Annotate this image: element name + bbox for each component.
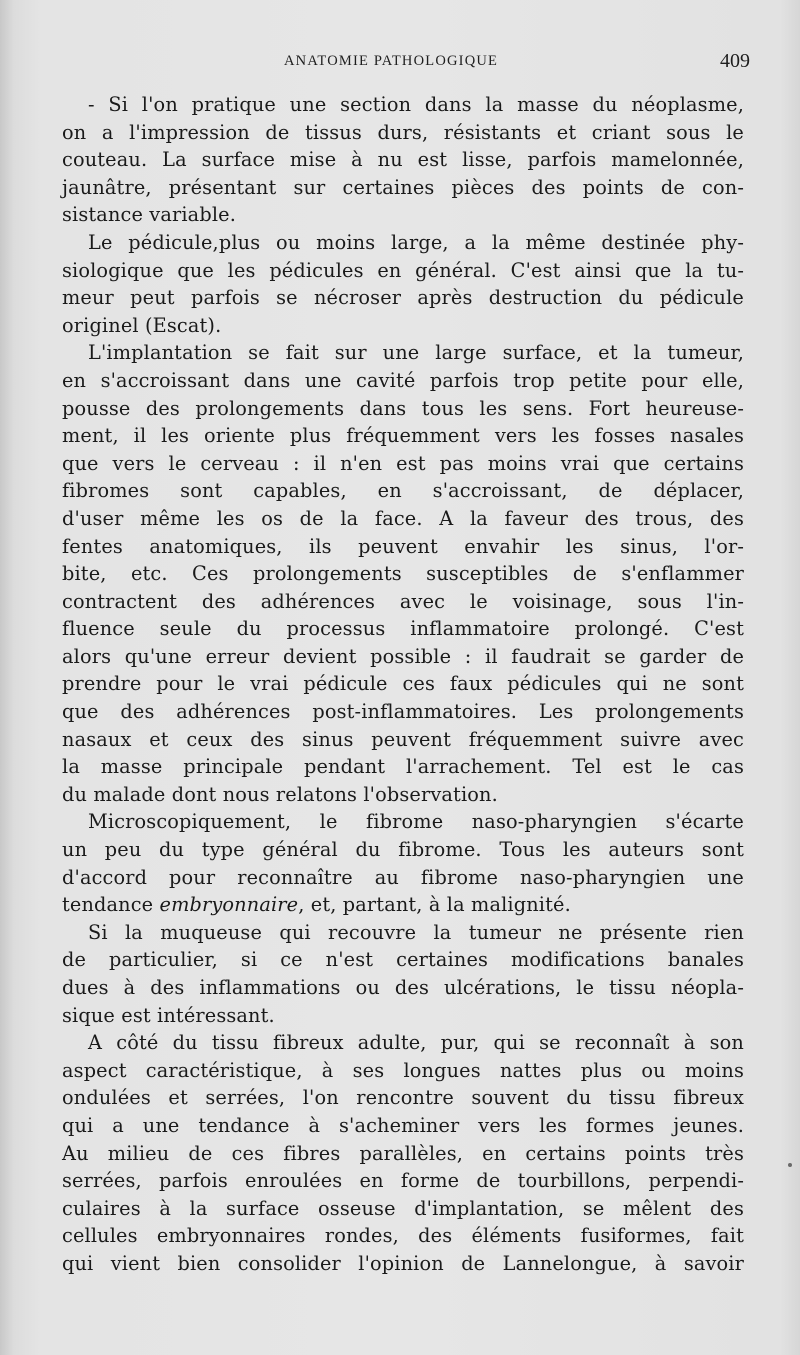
text-line: serrées, parfois enroulées en forme de tourbillons, perpendi- — [62, 1169, 744, 1193]
text-line: fentes anatomiques, ils peuvent envahir les sinus, l'or- — [62, 534, 744, 558]
text-line: - Si l'on pratique une section dans la masse du néoplasme, — [88, 93, 744, 116]
text-line: Microscopiquement, le fibrome naso-pharyngien s'écarte — [88, 810, 744, 834]
text-line: de particulier, si ce n'est certaines modifications banales — [62, 948, 744, 972]
print-speck — [788, 1163, 792, 1167]
page-number: 409 — [720, 50, 750, 72]
italic-term: embryonnaire — [159, 893, 299, 917]
running-title: ANATOMIE PATHOLOGIQUE — [284, 53, 499, 69]
paragraph-pedicle — [62, 229, 744, 339]
text-line: Si la muqueuse qui recouvre la tumeur ne présente rien — [88, 920, 744, 944]
text-line: culaires à la surface osseuse d'implantation, se mêlent des — [62, 1196, 744, 1220]
text-line: fibromes sont capables, en s'accroissant, de déplacer, — [62, 479, 744, 503]
text-line: couteau. La surface mise à nu est lisse, parfois mamelonnée, — [62, 148, 744, 172]
text-line: ment, il les oriente plus fréquemment vers les fosses nasales — [62, 424, 744, 448]
text-line: sique est intéressant. — [62, 1003, 275, 1027]
paragraph-fibrous-tissue — [62, 1029, 744, 1277]
text-segment: , et, partant, à la malignité. — [298, 893, 571, 917]
text-line: Au milieu de ces fibres parallèles, en certains points très — [62, 1141, 744, 1165]
paragraph-section-cut — [62, 91, 744, 229]
text-line: en s'accroissant dans une cavité parfois trop petite pour elle, — [62, 368, 744, 392]
text-line: nasaux et ceux des sinus peuvent fréquemment suivre avec — [62, 727, 744, 751]
text-line: dues à des inflammations ou des ulcérations, le tissu néopla- — [62, 976, 744, 999]
text-line: prendre pour le vrai pédicule ces faux pédicules qui ne sont — [62, 672, 744, 696]
text-line: on a l'impression de tissus durs, résistants et criant sous le — [62, 120, 744, 144]
text-line: pousse des prolongements dans tous les sens. Fort heureuse- — [62, 396, 744, 420]
text-line: aspect caractéristique, à ses longues nattes plus ou moins — [62, 1058, 744, 1082]
text-line: ondulées et serrées, l'on rencontre souvent du tissu fibreux — [62, 1086, 744, 1110]
text-segment: tendance — [62, 893, 160, 917]
text-line: qui a une tendance à s'acheminer vers les formes jeunes. — [62, 1113, 744, 1137]
text-line: contractent des adhérences avec le voisinage, sous l'in- — [62, 589, 744, 613]
text-line: Le pédicule,plus ou moins large, a la même destinée phy- — [88, 230, 744, 254]
text-line: fluence seule du processus inflammatoire prolongé. C'est — [62, 617, 744, 641]
paragraph-microscopy — [62, 808, 744, 918]
text-line: d'user même les os de la face. A la faveur des trous, des — [62, 506, 744, 530]
text-line — [62, 891, 744, 919]
text-line: cellules embryonnaires rondes, des éléments fusiformes, fait — [62, 1224, 744, 1248]
paragraph-implantation — [62, 339, 744, 808]
text-line: un peu du type général du fibrome. Tous les auteurs sont — [62, 838, 744, 862]
text-line: jaunâtre, présentant sur certaines pièces des points de con- — [62, 175, 744, 199]
text-line: originel (Escat). — [62, 313, 222, 337]
text-line: que vers le cerveau : il n'en est pas moins vrai que certains — [62, 451, 744, 475]
text-line: meur peut parfois se nécroser après destruction du pédicule — [62, 286, 744, 310]
text-line: d'accord pour reconnaître au fibrome naso-pharyngien une — [62, 865, 744, 889]
text-line: qui vient bien consolider l'opinion de Lannelongue, à savoir — [62, 1251, 744, 1275]
text-line: bite, etc. Ces prolongements susceptibles de s'enflammer — [62, 562, 744, 586]
paragraph-mucosa — [62, 919, 744, 1029]
body-text — [62, 91, 744, 1278]
text-line: L'implantation se fait sur une large surface, et la tumeur, — [88, 341, 744, 365]
text-line: siologique que les pédicules en général. C'est ainsi que la tu- — [62, 258, 744, 282]
text-line: sistance variable. — [62, 203, 236, 227]
text-line: A côté du tissu fibreux adulte, pur, qui se reconnaît à son — [88, 1031, 744, 1055]
text-line: que des adhérences post-inflammatoires. Les prolongements — [62, 700, 744, 724]
text-line: la masse principale pendant l'arrachement. Tel est le cas — [62, 755, 744, 779]
text-line: du malade dont nous relatons l'observation. — [62, 782, 498, 806]
text-line: alors qu'une erreur devient possible : il faudrait se garder de — [62, 644, 744, 668]
page-header — [60, 50, 750, 76]
